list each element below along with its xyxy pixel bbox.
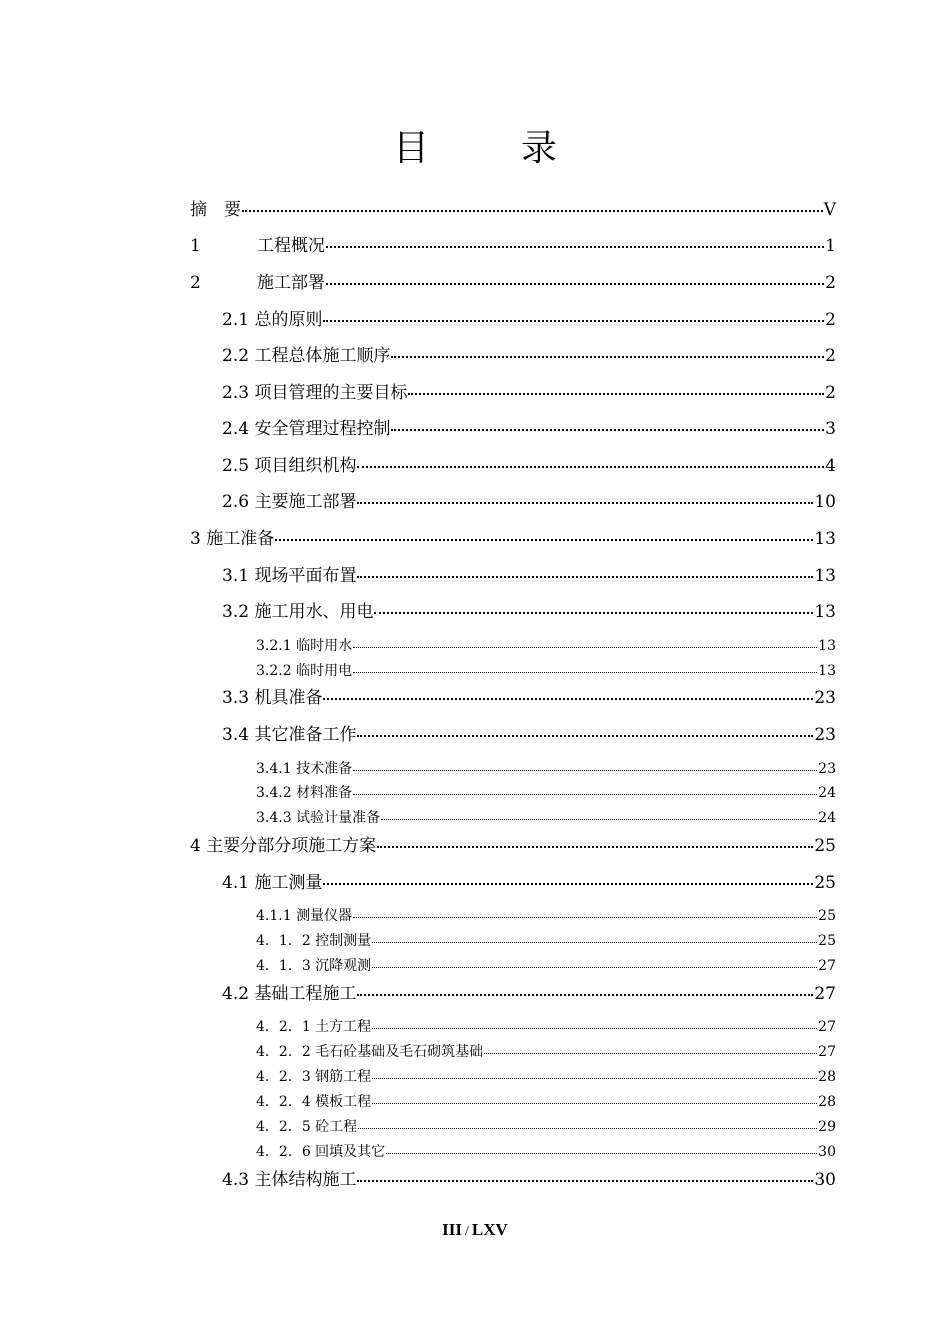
toc-entry-label: 3.4.1 技术准备 bbox=[256, 761, 353, 777]
toc-entry-label: 4．2．4 模板工程 bbox=[256, 1094, 372, 1110]
toc-entry-abstract[interactable] bbox=[190, 195, 836, 220]
toc-entry-label: 4．1．2 控制测量 bbox=[256, 933, 372, 949]
toc-entry-page: 13 bbox=[814, 529, 836, 549]
leader-dots bbox=[386, 1153, 817, 1154]
toc-entry-2[interactable] bbox=[190, 268, 836, 293]
toc-entry-3-4-3[interactable] bbox=[256, 807, 836, 827]
toc-entry-page: 28 bbox=[818, 1069, 836, 1085]
toc-entry-3-2[interactable] bbox=[222, 597, 836, 622]
current-page-number: III bbox=[442, 1220, 463, 1239]
leader-dots bbox=[353, 770, 817, 771]
toc-entry-page: 27 bbox=[814, 984, 836, 1004]
toc-entry-page: 23 bbox=[814, 688, 836, 708]
toc-entry-page: 30 bbox=[818, 1144, 836, 1160]
toc-entry-page: 2 bbox=[825, 346, 836, 366]
leader-dots bbox=[408, 393, 824, 395]
toc-entry-page: 24 bbox=[818, 785, 836, 801]
toc-entry-4-1[interactable] bbox=[222, 868, 836, 893]
toc-entry-label: 施工部署 bbox=[257, 273, 325, 293]
leader-dots bbox=[353, 647, 817, 648]
leader-dots bbox=[374, 612, 813, 614]
toc-entry-label: 2.5 项目组织机构 bbox=[222, 456, 357, 476]
toc-entry-label: 4．2．2 毛石砼基础及毛石砌筑基础 bbox=[256, 1044, 484, 1060]
leader-dots bbox=[358, 1128, 817, 1129]
toc-entry-label: 4．1．3 沉降观测 bbox=[256, 958, 372, 974]
toc-title bbox=[0, 126, 950, 172]
toc-entry-2-1[interactable] bbox=[222, 305, 836, 330]
leader-dots bbox=[372, 942, 817, 943]
toc-entry-label: 2.6 主要施工部署 bbox=[222, 492, 357, 512]
leader-dots bbox=[484, 1053, 817, 1054]
toc-entry-page: 2 bbox=[825, 310, 836, 330]
toc-entry-page: 13 bbox=[814, 566, 836, 586]
leader-dots bbox=[357, 994, 813, 996]
toc-entry-page: 3 bbox=[825, 419, 836, 439]
toc-entry-4-1-1[interactable] bbox=[256, 905, 836, 925]
leader-dots bbox=[242, 210, 823, 212]
toc-entry-label: 3.2.1 临时用水 bbox=[256, 638, 353, 654]
toc-entry-page: 27 bbox=[818, 1019, 836, 1035]
toc-entry-label: 工程概况 bbox=[257, 236, 325, 256]
toc-title-part1: 目 bbox=[392, 128, 429, 169]
leader-dots bbox=[275, 539, 813, 541]
toc-entry-label: 4.1.1 测量仪器 bbox=[256, 908, 353, 924]
leader-dots bbox=[357, 466, 824, 468]
toc-entry-page: 13 bbox=[818, 663, 836, 679]
toc-entry-page: 13 bbox=[814, 602, 836, 622]
toc-entry-label: 4．2．1 土方工程 bbox=[256, 1019, 372, 1035]
toc-entry-2-6[interactable] bbox=[222, 487, 836, 512]
toc-entry-3-1[interactable] bbox=[222, 561, 836, 586]
leader-dots bbox=[326, 246, 824, 248]
toc-entry-4-2[interactable] bbox=[222, 979, 836, 1004]
toc-entry-page: 23 bbox=[814, 725, 836, 745]
toc-entry-page: 25 bbox=[818, 908, 836, 924]
toc-entry-3-2-1[interactable] bbox=[256, 635, 836, 655]
leader-dots bbox=[391, 356, 824, 358]
toc-entry-page: 25 bbox=[814, 836, 836, 856]
toc-entry-label: 3.2.2 临时用电 bbox=[256, 663, 353, 679]
toc-entry-number: 1 bbox=[190, 236, 201, 256]
toc-entry-3-3[interactable] bbox=[222, 683, 836, 708]
toc-entry-label: 3.4 其它准备工作 bbox=[222, 725, 357, 745]
page-footer bbox=[0, 1220, 950, 1240]
toc-entry-4-3[interactable] bbox=[222, 1165, 836, 1190]
toc-entry-label: 4．2．3 钢筋工程 bbox=[256, 1069, 372, 1085]
toc-entry-page: 10 bbox=[814, 492, 836, 512]
leader-dots bbox=[353, 794, 817, 795]
toc-entry-2-3[interactable] bbox=[222, 378, 836, 403]
toc-entry-3-4[interactable] bbox=[222, 720, 836, 745]
toc-entry-page: 27 bbox=[818, 958, 836, 974]
toc-entry-3[interactable] bbox=[190, 524, 836, 549]
leader-dots bbox=[323, 698, 813, 700]
toc-entry-3-4-2[interactable] bbox=[256, 782, 836, 802]
toc-entry-page: 2 bbox=[825, 273, 836, 293]
leader-dots bbox=[353, 672, 817, 673]
toc-entry-page: 1 bbox=[825, 236, 836, 256]
toc-entry-label: 3.1 现场平面布置 bbox=[222, 566, 357, 586]
leader-dots bbox=[323, 883, 813, 885]
toc-entry-page: 24 bbox=[818, 810, 836, 826]
toc-entry-label: 4.3 主体结构施工 bbox=[222, 1170, 357, 1190]
leader-dots bbox=[372, 1028, 817, 1029]
toc-entry-page: 23 bbox=[818, 761, 836, 777]
toc-entry-page: 27 bbox=[818, 1044, 836, 1060]
leader-dots bbox=[357, 1180, 813, 1182]
toc-entry-number: 2 bbox=[190, 273, 201, 293]
toc-entry-label: 4.2 基础工程施工 bbox=[222, 984, 357, 1004]
toc-entry-label: 4.1 施工测量 bbox=[222, 873, 323, 893]
toc-entry-4-2-3[interactable] bbox=[256, 1066, 836, 1086]
page-separator: / bbox=[465, 1224, 469, 1239]
toc-entry-label: 3.4.2 材料准备 bbox=[256, 785, 353, 801]
toc-entry-label: 3 施工准备 bbox=[190, 529, 275, 549]
toc-entry-label: 摘 要 bbox=[190, 200, 241, 220]
toc-entry-4-2-4[interactable] bbox=[256, 1091, 836, 1111]
toc-entry-label: 3.4.3 试验计量准备 bbox=[256, 810, 381, 826]
leader-dots bbox=[357, 502, 813, 504]
leader-dots bbox=[381, 819, 817, 820]
toc-entry-page: 29 bbox=[818, 1119, 836, 1135]
toc-entry-2-4[interactable] bbox=[222, 414, 836, 439]
toc-entry-page: 25 bbox=[814, 873, 836, 893]
toc-entry-page: 2 bbox=[825, 383, 836, 403]
leader-dots bbox=[353, 917, 817, 918]
toc-entry-4-2-2[interactable] bbox=[256, 1041, 836, 1061]
toc-entry-3-4-1[interactable] bbox=[256, 758, 836, 778]
leader-dots bbox=[357, 576, 813, 578]
toc-entry-label: 2.4 安全管理过程控制 bbox=[222, 419, 391, 439]
leader-dots bbox=[372, 967, 817, 968]
leader-dots bbox=[323, 320, 824, 322]
toc-entry-page: 4 bbox=[825, 456, 836, 476]
toc-entry-label: 4．2．5 砼工程 bbox=[256, 1119, 358, 1135]
toc-entry-4-2-1[interactable] bbox=[256, 1016, 836, 1036]
leader-dots bbox=[372, 1078, 817, 1079]
toc-entry-1[interactable] bbox=[190, 231, 836, 256]
toc-entry-4-1-3[interactable] bbox=[256, 955, 836, 975]
toc-entry-page: V bbox=[823, 200, 836, 220]
toc-entry-label: 3.2 施工用水、用电 bbox=[222, 602, 374, 622]
total-pages: LXV bbox=[471, 1220, 508, 1239]
toc-entry-4-1-2[interactable] bbox=[256, 930, 836, 950]
toc-entry-page: 28 bbox=[818, 1094, 836, 1110]
toc-entry-2-2[interactable] bbox=[222, 341, 836, 366]
leader-dots bbox=[326, 283, 824, 285]
leader-dots bbox=[377, 846, 813, 848]
toc-entry-label: 4 主要分部分项施工方案 bbox=[190, 836, 377, 856]
toc-entry-label: 4．2．6 回填及其它 bbox=[256, 1144, 386, 1160]
leader-dots bbox=[357, 735, 813, 737]
toc-entry-label: 2.3 项目管理的主要目标 bbox=[222, 383, 408, 403]
toc-title-part2: 录 bbox=[521, 128, 558, 169]
toc-entry-4-2-6[interactable] bbox=[256, 1141, 836, 1161]
toc-entry-page: 25 bbox=[818, 933, 836, 949]
toc-entry-label: 2.1 总的原则 bbox=[222, 310, 323, 330]
toc-entry-page: 30 bbox=[814, 1170, 836, 1190]
toc-entry-page: 13 bbox=[818, 638, 836, 654]
toc-entry-label: 2.2 工程总体施工顺序 bbox=[222, 346, 391, 366]
leader-dots bbox=[391, 429, 824, 431]
leader-dots bbox=[372, 1103, 817, 1104]
toc-entry-4-2-5[interactable] bbox=[256, 1116, 836, 1136]
toc-entry-2-5[interactable] bbox=[222, 451, 836, 476]
toc-entry-4[interactable] bbox=[190, 831, 836, 856]
toc-entry-3-2-2[interactable] bbox=[256, 660, 836, 680]
toc-entry-label: 3.3 机具准备 bbox=[222, 688, 323, 708]
